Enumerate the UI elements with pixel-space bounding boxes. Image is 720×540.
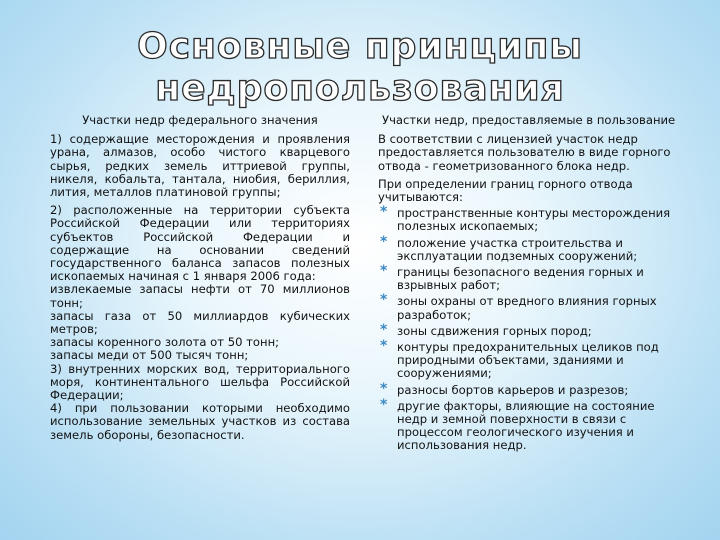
right-lead: При определении границ горного отвода учитываются: xyxy=(378,176,633,205)
asterisk-bullet-icon: * xyxy=(380,321,388,338)
asterisk-bullet-icon: * xyxy=(380,396,388,413)
list-item: * разносы бортов карьеров и разрезов; xyxy=(380,380,629,397)
left-paragraph-2: 2) расположенные на территории субъекта Российской Федерации или территориях субъектов Российской Федерации и содержащие на основании сведений государственного баланса запасов полезных ископаемых начиная с 1 января 2006 года: xyxy=(50,203,350,284)
asterisk-bullet-icon: * xyxy=(380,233,388,250)
list-item: * положение участка строительства и эксплуатации подземных сооружений; xyxy=(380,233,638,263)
asterisk-bullet-icon: * xyxy=(380,292,388,309)
title-line-1: Основные принципы xyxy=(137,26,583,67)
list-item: * зоны охраны от вредного влияния горных разработок; xyxy=(380,292,657,322)
right-column-heading: Участки недр, предоставляемые в пользование xyxy=(382,113,676,127)
right-column xyxy=(378,114,684,456)
left-paragraph-1: 1) содержащие месторождения и проявления урана, алмазов, особо чистого кварцевого сырья, редких земель иттриевой группы, никеля, кобальта, тантала, ниобия, бериллия, лития, металлов платиновой группы; xyxy=(50,132,350,200)
left-column xyxy=(50,114,350,442)
left-paragraph-4: 4) при пользовании которыми необходимо использование земельных участков из состава земель обороны, безопасности. xyxy=(50,401,350,442)
left-paragraph-oil: извлекаемые запасы нефти от 70 миллионов тонн; xyxy=(50,282,350,310)
right-intro: В соответствии с лицензией участок недр предоставляется пользователю в виде горного отвода - геометризованного блока недр. xyxy=(378,132,671,173)
left-column-heading: Участки недр федерального значения xyxy=(82,113,318,127)
list-item: * контуры предохранительных целиков под природными объектами, зданиями и сооружениями; xyxy=(380,338,659,381)
title-line-2: недропользования xyxy=(155,68,565,109)
left-paragraph-copper: запасы меди от 500 тысяч тонн; xyxy=(50,348,249,363)
left-paragraph-gas: запасы газа от 50 миллиардов кубических метров; xyxy=(50,308,350,337)
asterisk-bullet-icon: * xyxy=(380,204,388,221)
list-item: * зоны сдвижения горных пород; xyxy=(380,321,592,338)
slide-title xyxy=(0,26,720,110)
left-paragraph-gold: запасы коренного золота от 50 тонн; xyxy=(50,335,280,350)
left-paragraph-3: 3) внутренних морских вод, территориального моря, континентального шельфа Российской Федерации; xyxy=(50,361,350,403)
criteria-list xyxy=(378,204,684,453)
list-item: * границы безопасного ведения горных и взрывных работ; xyxy=(380,263,644,293)
asterisk-bullet-icon: * xyxy=(380,380,388,397)
asterisk-bullet-icon: * xyxy=(380,263,388,280)
list-item: * другие факторы, влияющие на состояние недр и земной поверхности в связи с процессом геологического изучения и использования недр. xyxy=(380,396,655,453)
asterisk-bullet-icon: * xyxy=(380,338,388,355)
list-item: * пространственные контуры месторождения полезных ископаемых; xyxy=(380,204,671,234)
